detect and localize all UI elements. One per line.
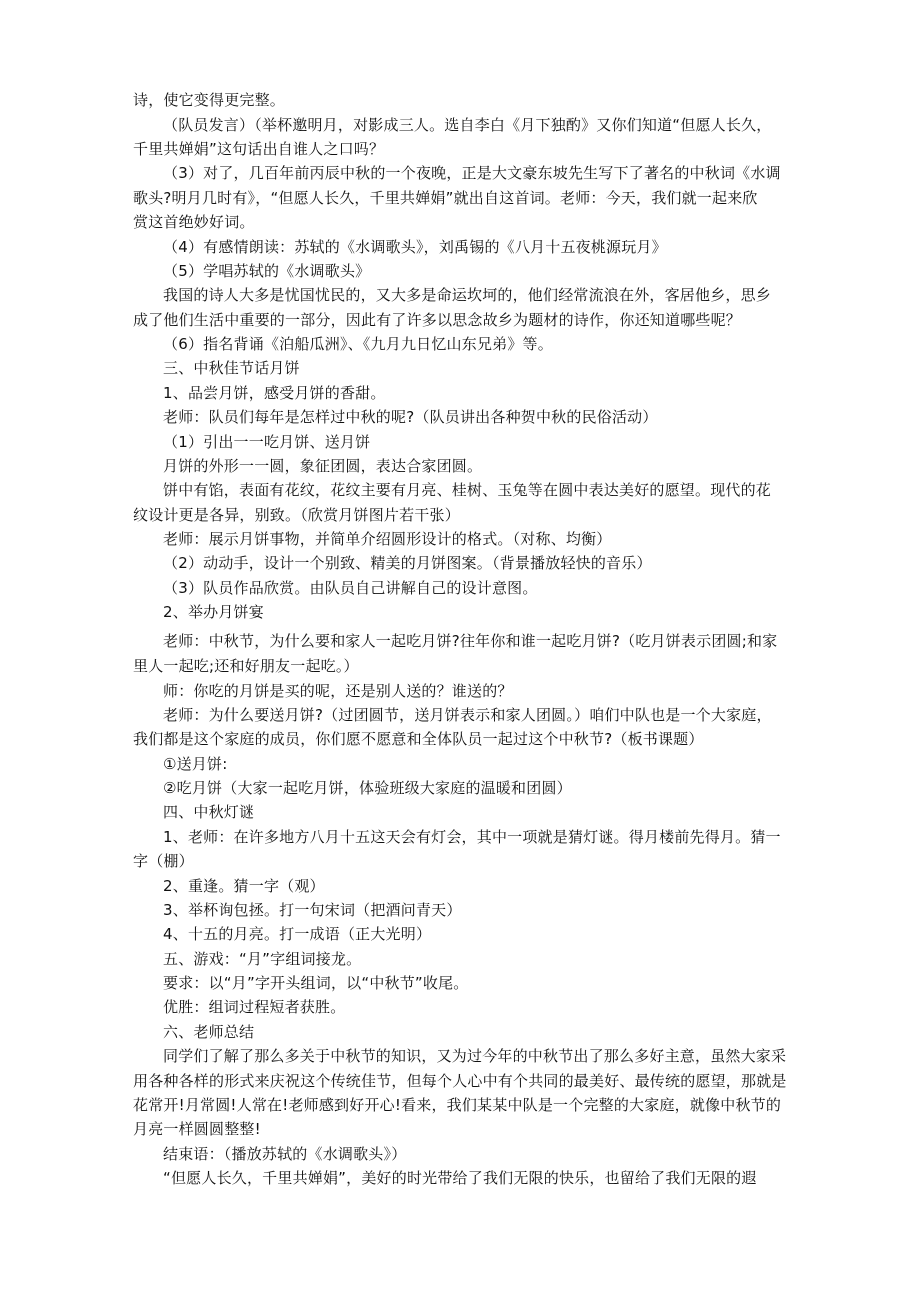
- text-line: 1、品尝月饼，感受月饼的香甜。: [163, 384, 386, 402]
- text-line: （1）引出一一吃月饼、送月饼: [163, 433, 371, 451]
- text-line: 我们都是这个家庭的成员，你们愿不愿意和全体队员一起过这个中秋节?（板书课题）: [133, 730, 704, 748]
- text-line: （队员发言）（举杯邀明月，对影成三人。选自李白《月下独酌》又你们知道“但愿人长久，: [163, 116, 772, 134]
- text-line: （3）队员作品欣赏。由队员自己讲解自己的设计意图。: [163, 579, 538, 597]
- text-line: ②吃月饼（大家一起吃月饼，体验班级大家庭的温暖和团圆）: [163, 779, 572, 797]
- text-line: 老师：队员们每年是怎样过中秋的呢?（队员讲出各种贺中秋的民俗活动）: [163, 408, 658, 426]
- text-line: 老师：为什么要送月饼?（过团圆节，送月饼表示和家人团圆。）咱们中队也是一个大家庭，: [163, 706, 772, 724]
- section-heading: 六、老师总结: [163, 1023, 255, 1041]
- text-line: 2、重逢。猜一字（观）: [163, 877, 325, 895]
- text-line: 字（棚）: [133, 852, 194, 870]
- text-line: （2）动动手，设计一个别致、精美的月饼图案。（背景播放轻快的音乐）: [163, 554, 652, 572]
- text-line: 成了他们生活中重要的一部分，因此有了许多以思念故乡为题材的诗作，你还知道哪些呢？: [133, 311, 742, 329]
- text-line: 赏这首绝妙好词。: [133, 213, 255, 231]
- section-heading: 三、中秋佳节话月饼: [163, 359, 300, 377]
- text-line: 要求：以“月”字开头组词，以“中秋节”收尾。: [163, 974, 469, 992]
- text-line: 结束语：（播放苏轼的《水调歌头》）: [163, 1145, 407, 1163]
- text-line: 老师：展示月饼事物，并简单介绍圆形设计的格式。（对称、均衡）: [163, 530, 612, 548]
- text-line: “但愿人长久，千里共婵娟”，美好的时光带给了我们无限的快乐，也留给了我们无限的遐: [163, 1169, 757, 1187]
- text-line: 歌头?明月几时有》，“但愿人长久，千里共婵娟”就出自这首词。老师：今天，我们就一起来欣: [133, 189, 758, 207]
- text-line: 纹设计更是各异，别致。（欣赏月饼图片若干张）: [133, 506, 460, 524]
- text-line: 老师：中秋节，为什么要和家人一起吃月饼?往年你和谁一起吃月饼?（吃月饼表示团圆;和家: [163, 632, 778, 650]
- text-line: （4）有感情朗读：苏轼的《水调歌头》，刘禹锡的《八月十五夜桃源玩月》: [163, 238, 667, 256]
- text-line: 千里共婵娟”这句话出自谁人之口吗？: [133, 140, 385, 158]
- text-line: 同学们了解了那么多关于中秋节的知识，又为过今年的中秋节出了那么多好主意，虽然大家采: [163, 1047, 787, 1065]
- text-line: 花常开!月常圆!人常在!老师感到好开心!看来，我们某某中队是一个完整的大家庭，就像中秋节的: [133, 1096, 782, 1114]
- text-line: 师：你吃的月饼是买的呢，还是别人送的？谁送的？: [163, 682, 513, 700]
- section-heading: 五、游戏：“月”字组词接龙。: [163, 950, 362, 968]
- text-line: 诗，使它变得更完整。: [133, 91, 286, 109]
- text-line: 我国的诗人大多是忧国忧民的，又大多是命运坎坷的，他们经常流浪在外，客居他乡，思乡: [163, 286, 772, 304]
- text-line: 用各种各样的形式来庆祝这个传统佳节，但每个人心中有个共同的最美好、最传统的愿望，那就是: [133, 1072, 787, 1090]
- text-line: 月饼的外形一一圆，象征团圆，表达合家团圆。: [163, 457, 483, 475]
- section-heading: 四、中秋灯谜: [163, 803, 255, 821]
- text-line: 月亮一样圆圆整整!: [133, 1120, 261, 1138]
- text-line: 2、举办月饼宴: [163, 603, 264, 621]
- text-line: 3、举杯询包拯。打一句宋词（把酒问青天）: [163, 901, 462, 919]
- text-line: 饼中有馅，表面有花纹，花纹主要有月亮、桂树、玉兔等在圆中表达美好的愿望。现代的花: [163, 481, 772, 499]
- text-line: 优胜：组词过程短者获胜。: [163, 998, 346, 1016]
- text-line: 里人一起吃;还和好朋友一起吃。）: [133, 657, 359, 675]
- text-line: （6）指名背诵《泊船瓜洲》、《九月九日忆山东兄弟》等。: [163, 335, 553, 353]
- text-line: ①送月饼:: [163, 755, 228, 773]
- text-line: （5）学唱苏轼的《水调歌头》: [163, 262, 371, 280]
- text-line: 4、十五的月亮。打一成语（正大光明）: [163, 925, 432, 943]
- text-line: 1、老师：在许多地方八月十五这天会有灯会，其中一项就是猜灯谜。得月楼前先得月。猜一: [163, 828, 781, 846]
- text-line: （3）对了，几百年前丙辰中秋的一个夜晚，正是大文豪东坡先生写下了著名的中秋词《水调: [163, 164, 781, 182]
